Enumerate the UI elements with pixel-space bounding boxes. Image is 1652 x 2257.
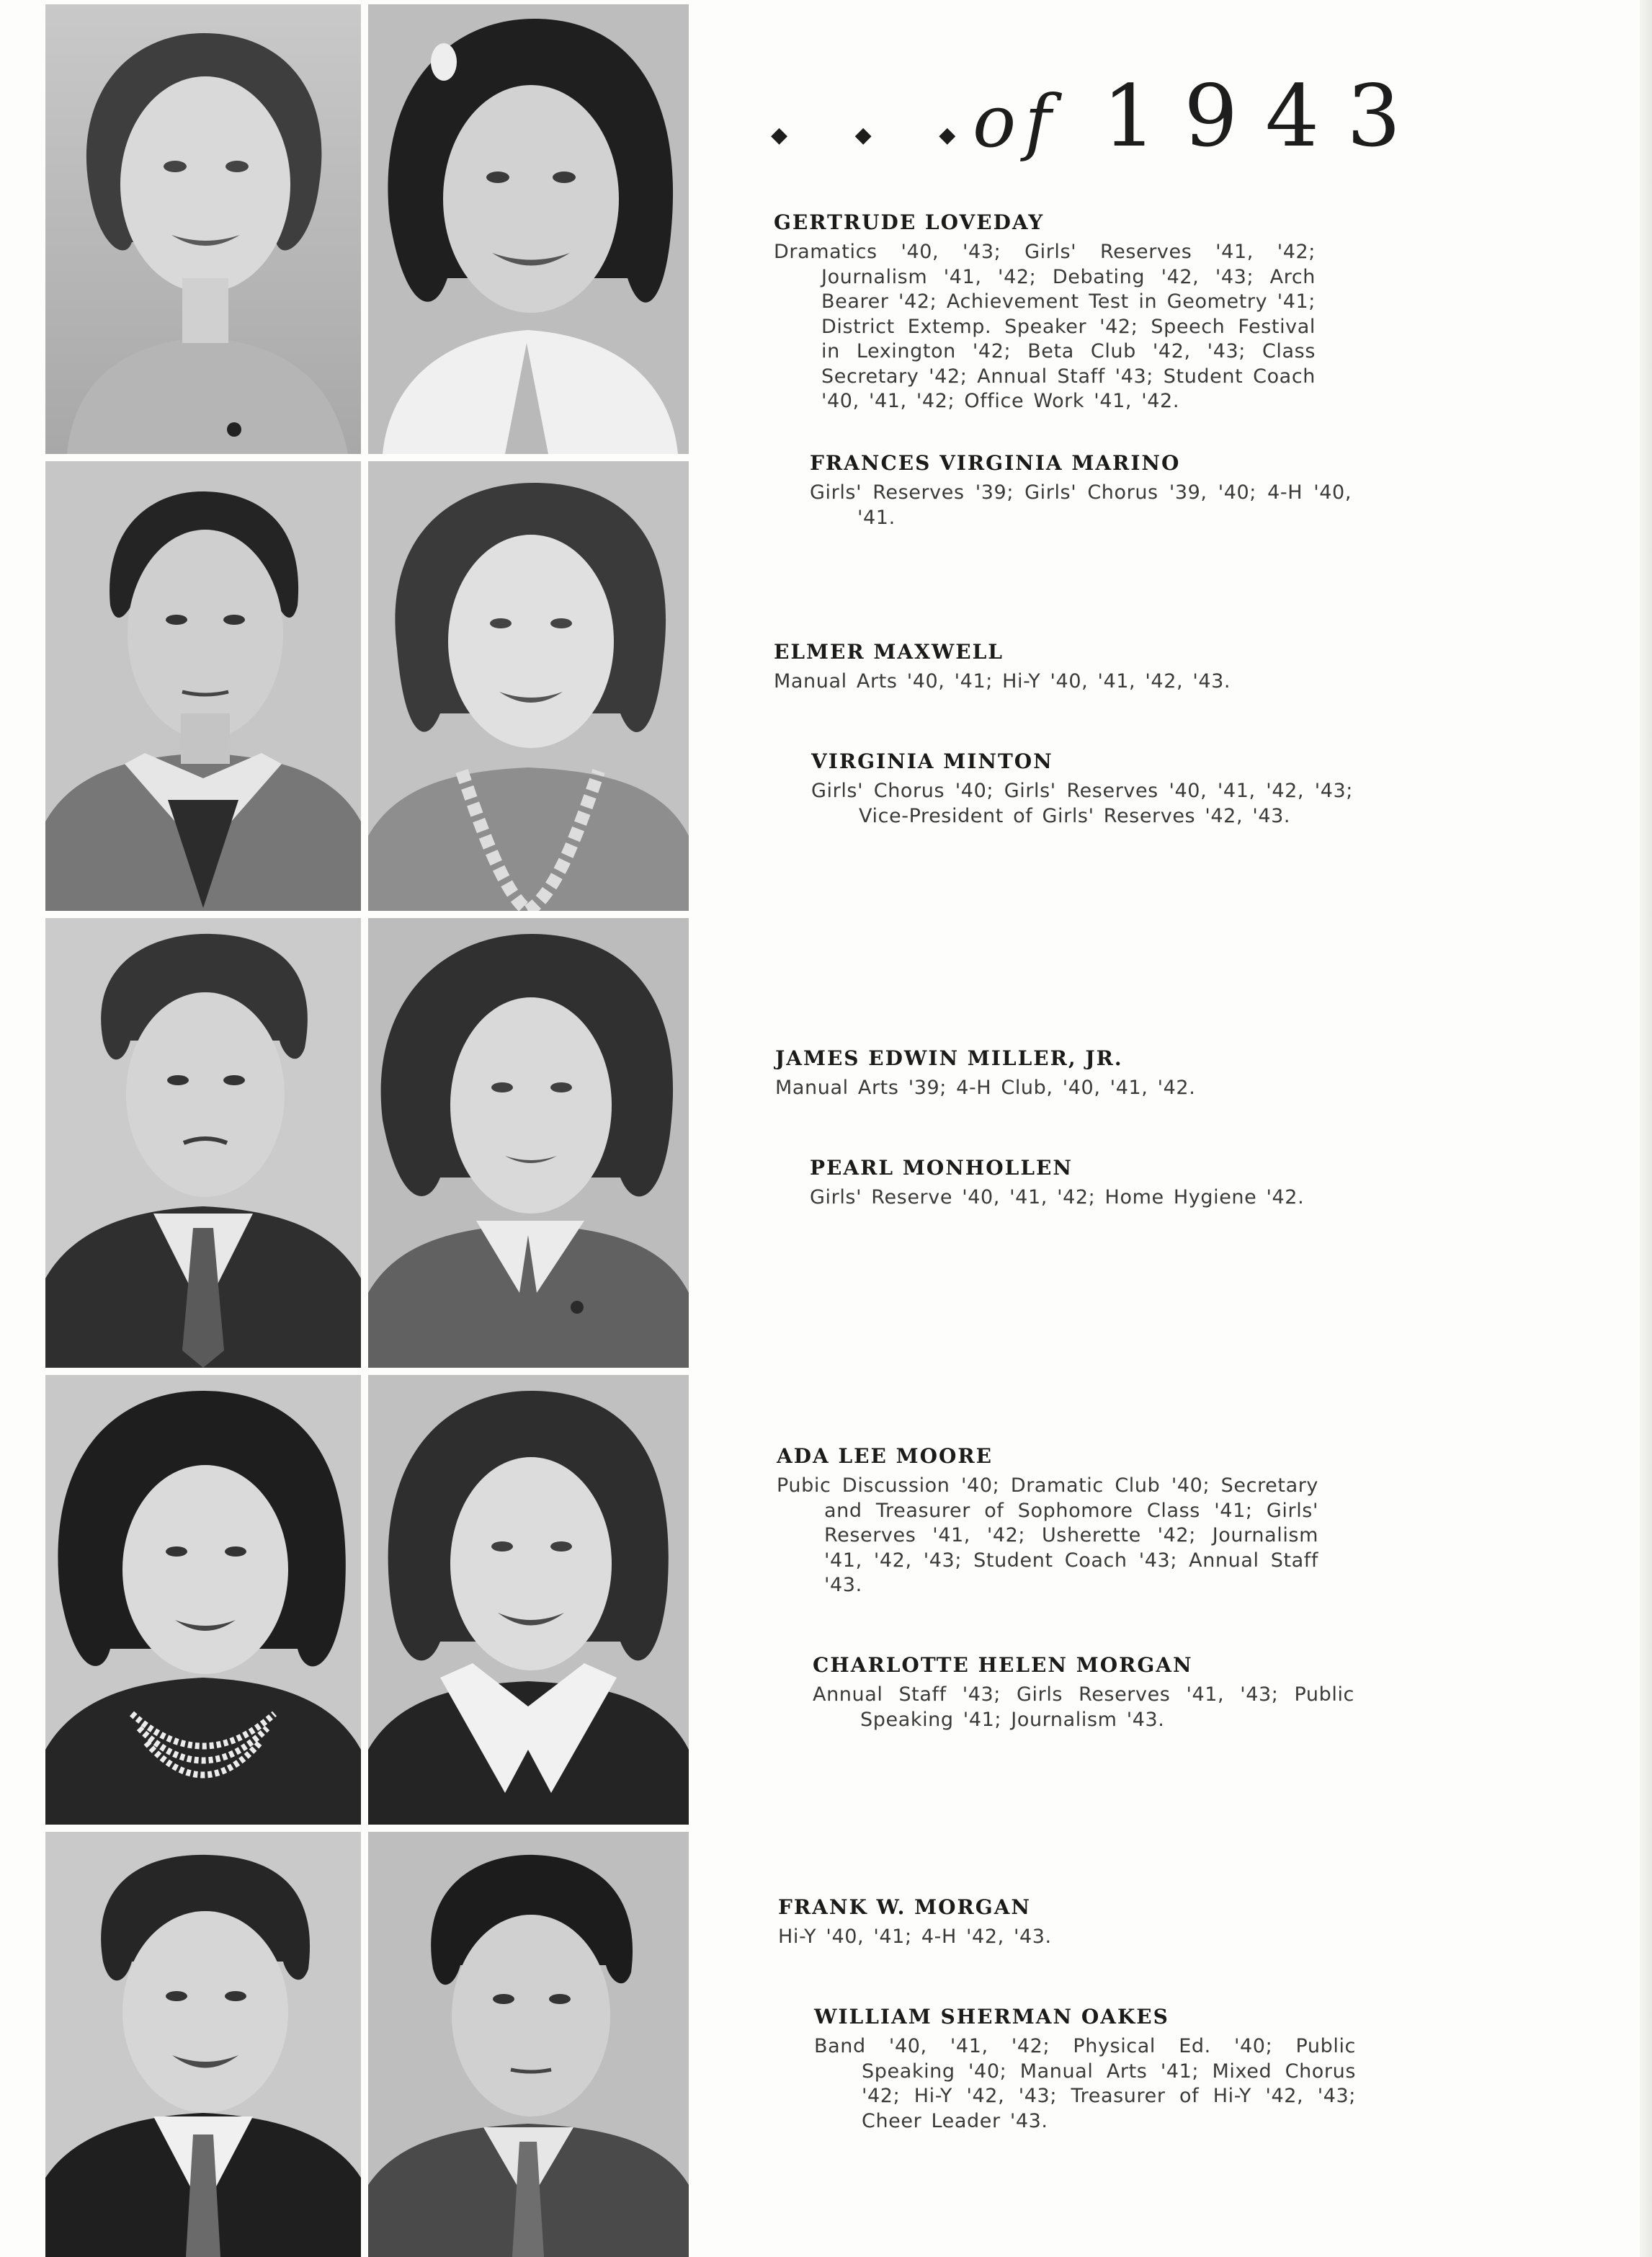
- student-entry: [810, 451, 1352, 530]
- student-entry: [777, 1444, 1318, 1598]
- student-entry: [814, 2005, 1356, 2134]
- student-name: CHARLOTTE HELEN MORGAN: [813, 1653, 1193, 1677]
- student-name: JAMES EDWIN MILLER, JR.: [775, 1046, 1123, 1070]
- portrait-photo: [45, 1375, 361, 1825]
- portrait-photo: [368, 461, 689, 911]
- student-activities: Girls' Reserve '40, '41, '42; Home Hygiene '42.: [810, 1186, 1305, 1208]
- portrait-photo: [368, 918, 689, 1368]
- student-activities: Dramatics '40, '43; Girls' Reserves '41, '42; Journalism '41, '42; Debating '42, '43; Arch Bearer '42; Achievement Test in Geometry '41; District Extemp. Speaker '42; Speech Festival in Lexington '42; Beta Club '42, '43; Class Secretary '42; Annual Staff '43; Student Coach '40, '41, '42; Office Work '41, '42.: [774, 241, 1316, 412]
- title-diamonds: ◆ ◆ ◆: [771, 123, 986, 148]
- portrait-photo: [45, 461, 361, 911]
- portrait-photo: [368, 4, 689, 454]
- student-name: GERTRUDE LOVEDAY: [774, 210, 1045, 234]
- student-activities: Annual Staff '43; Girls Reserves '41, '43; Public Speaking '41; Journalism '43.: [813, 1683, 1354, 1731]
- student-name: FRANCES VIRGINIA MARINO: [810, 451, 1181, 475]
- student-activities: Pubic Discussion '40; Dramatic Club '40; Secretary and Treasurer of Sophomore Class '41; Girls' Reserves '41, '42; Usherette '42; Journalism '41, '42, '43; Student Coach '43; Annual Staff '43.: [777, 1474, 1318, 1596]
- student-name: ELMER MAXWELL: [774, 640, 1004, 664]
- portrait-photo: [45, 1832, 361, 2257]
- student-entry: [778, 1895, 1320, 1950]
- student-name: FRANK W. MORGAN: [778, 1895, 1032, 1919]
- page-binding-edge: [1640, 0, 1652, 2257]
- title-year: 1943: [1102, 66, 1429, 166]
- student-activities: Girls' Chorus '40; Girls' Reserves '40, '41, '42, '43; Vice-President of Girls' Reserves '42, '43.: [811, 780, 1353, 827]
- page-title: [771, 66, 1429, 166]
- portrait-photo: [45, 918, 361, 1368]
- student-activities: Manual Arts '39; 4-H Club, '40, '41, '42.: [775, 1077, 1196, 1099]
- student-name: PEARL MONHOLLEN: [810, 1156, 1073, 1180]
- student-entry: [774, 210, 1316, 414]
- title-of: of: [973, 79, 1061, 164]
- student-entry: [813, 1653, 1354, 1732]
- portrait-photo: [368, 1832, 689, 2257]
- portrait-photo: [368, 1375, 689, 1825]
- student-entry: [775, 1046, 1317, 1101]
- student-entry: [774, 640, 1316, 695]
- student-name: VIRGINIA MINTON: [811, 749, 1053, 773]
- student-activities: Hi-Y '40, '41; 4-H '42, '43.: [778, 1926, 1052, 1948]
- student-activities: Manual Arts '40, '41; Hi-Y '40, '41, '42, '43.: [774, 670, 1231, 693]
- student-activities: Girls' Reserves '39; Girls' Chorus '39, '40; 4-H '40, '41.: [810, 481, 1352, 529]
- student-name: ADA LEE MOORE: [777, 1444, 993, 1468]
- student-name: WILLIAM SHERMAN OAKES: [814, 2005, 1169, 2029]
- portrait-photo: [45, 4, 361, 454]
- student-entry: [811, 749, 1353, 829]
- student-entry: [810, 1156, 1352, 1211]
- student-activities: Band '40, '41, '42; Physical Ed. '40; Public Speaking '40; Manual Arts '41; Mixed Chorus '42; Hi-Y '42, '43; Treasurer of Hi-Y '42, '43; Cheer Leader '43.: [814, 2035, 1356, 2132]
